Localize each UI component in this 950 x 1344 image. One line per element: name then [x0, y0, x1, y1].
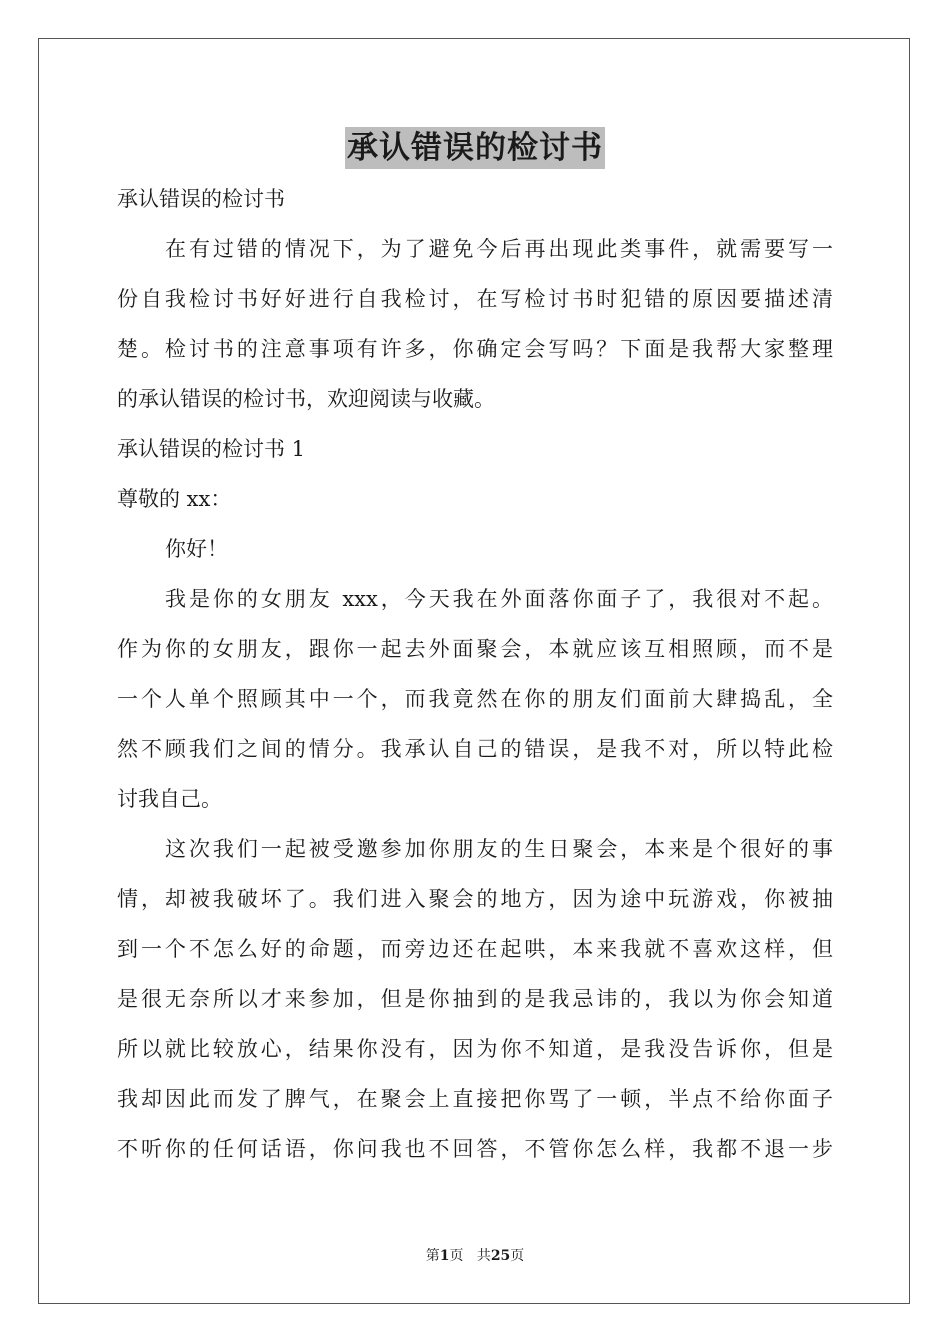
text-line: 所以就比较放心，结果你没有，因为你不知道，是我没告诉你，但是	[117, 1037, 833, 1061]
page-footer	[0, 1246, 950, 1266]
text-line: 楚。检讨书的注意事项有许多，你确定会写吗？下面是我帮大家整理	[117, 337, 833, 361]
text-line: 讨我自己。	[117, 787, 222, 811]
footer-total-prefix: 共	[476, 1248, 491, 1264]
footer-total-pages: 25	[490, 1248, 511, 1264]
footer-page-number: 1	[439, 1248, 450, 1264]
text-line: 到一个不怎么好的命题，而旁边还在起哄，本来我就不喜欢这样，但	[117, 937, 833, 961]
text-line: 不听你的任何话语，你问我也不回答，不管你怎么样，我都不退一步	[117, 1137, 833, 1161]
text-line: 然不顾我们之间的情分。我承认自己的错误，是我不对，所以特此检	[117, 737, 833, 761]
document-title: 承认错误的检讨书	[345, 127, 605, 169]
text-line: 在有过错的情况下，为了避免今后再出现此类事件，就需要写一	[165, 237, 833, 261]
footer-page-prefix: 第	[425, 1248, 440, 1264]
text-line: 我是你的女朋友 xxx，今天我在外面落你面子了，我很对不起。	[165, 587, 833, 611]
text-line: 这次我们一起被受邀参加你朋友的生日聚会，本来是个很好的事	[165, 837, 833, 861]
document-body	[117, 178, 833, 1178]
text-line: 尊敬的 xx：	[117, 487, 232, 511]
text-line: 你好！	[165, 537, 228, 561]
text-line: 承认错误的检讨书	[117, 187, 285, 211]
text-line: 作为你的女朋友，跟你一起去外面聚会，本就应该互相照顾，而不是	[117, 637, 833, 661]
footer-page-suffix: 页	[449, 1248, 464, 1264]
footer-total-suffix: 页	[510, 1248, 525, 1264]
text-line: 承认错误的检讨书 1	[117, 437, 306, 461]
text-line: 是很无奈所以才来参加，但是你抽到的是我忌讳的，我以为你会知道	[117, 987, 833, 1011]
text-line: 的承认错误的检讨书，欢迎阅读与收藏。	[117, 387, 495, 411]
title-container	[0, 127, 950, 169]
text-line: 份自我检讨书好好进行自我检讨，在写检讨书时犯错的原因要描述清	[117, 287, 833, 311]
text-line: 我却因此而发了脾气，在聚会上直接把你骂了一顿，半点不给你面子	[117, 1087, 833, 1111]
text-line: 一个人单个照顾其中一个，而我竟然在你的朋友们面前大肆捣乱，全	[117, 687, 833, 711]
text-line: 情，却被我破坏了。我们进入聚会的地方，因为途中玩游戏，你被抽	[117, 887, 833, 911]
